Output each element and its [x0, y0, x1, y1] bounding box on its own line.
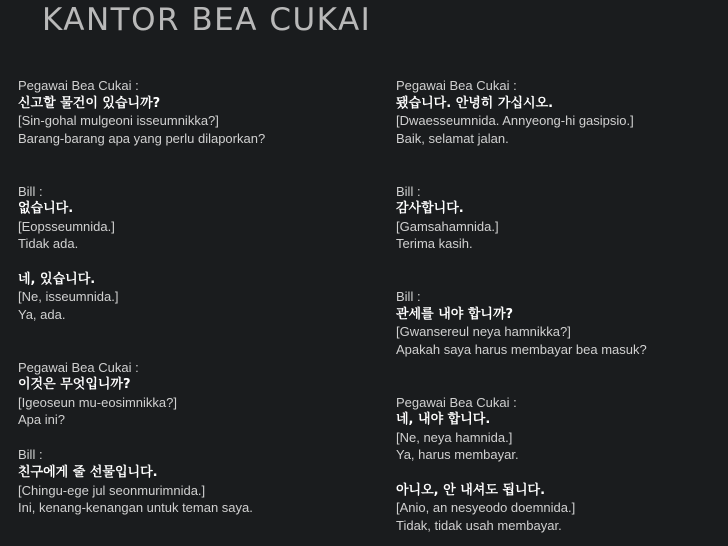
page-title: KANTOR BEA CUKAI — [42, 2, 372, 38]
left-column — [18, 77, 378, 517]
indonesian-translation: Ya, ada. — [18, 306, 66, 322]
dialogue-block — [18, 359, 378, 429]
romanization: [Ne, neya hamnida.] — [396, 429, 513, 445]
indonesian-translation: Apakah saya harus membayar bea masuk? — [396, 341, 647, 357]
dialogue-block — [396, 482, 716, 535]
dialogue-block — [18, 183, 378, 253]
dialogue-block — [396, 394, 716, 464]
speaker-label: Bill : — [18, 447, 43, 463]
korean-phrase: 됐습니다. 안녕히 가십시오. — [396, 95, 554, 111]
dialogue-block — [18, 77, 378, 147]
korean-phrase: 관세를 내야 합니까? — [396, 306, 514, 322]
romanization: [Eopsseumnida.] — [18, 218, 115, 234]
indonesian-translation: Barang-barang apa yang perlu dilaporkan? — [18, 130, 266, 146]
korean-phrase: 감사합니다. — [396, 201, 464, 217]
romanization: [Sin-gohal mulgeoni isseumnikka?] — [18, 113, 219, 129]
speaker-label: Pegawai Bea Cukai : — [396, 78, 517, 93]
indonesian-translation: Tidak ada. — [18, 236, 79, 252]
speaker-label: Bill : — [396, 289, 421, 305]
right-column — [396, 77, 716, 534]
indonesian-translation: Baik, selamat jalan. — [396, 130, 509, 146]
indonesian-translation: Ini, kenang-kenangan untuk teman saya. — [18, 500, 253, 516]
romanization: [Gamsahamnida.] — [396, 218, 499, 234]
korean-phrase: 네, 내야 합니다. — [396, 412, 491, 428]
korean-phrase: 친구에게 줄 선물입니다. — [18, 465, 158, 481]
romanization: [Igeoseun mu-eosimnikka?] — [18, 394, 177, 410]
korean-phrase: 신고할 물건이 있습니까? — [18, 95, 161, 111]
korean-phrase: 이것은 무엇입니까? — [18, 377, 131, 393]
romanization: [Gwansereul neya hamnikka?] — [396, 324, 571, 340]
dialogue-block — [396, 288, 716, 358]
romanization: [Anio, an nesyeodo doemnida.] — [396, 500, 576, 516]
dialogue-block — [18, 271, 378, 324]
indonesian-translation: Ya, harus membayar. — [396, 447, 519, 463]
speaker-label: Pegawai Bea Cukai : — [396, 394, 517, 410]
romanization: [Ne, isseumnida.] — [18, 289, 119, 305]
romanization: [Dwaesseumnida. Annyeong-hi gasipsio.] — [396, 113, 634, 129]
dialogue-block — [396, 183, 716, 253]
speaker-label: Bill : — [396, 183, 421, 199]
dialogue-block — [396, 77, 716, 147]
indonesian-translation: Terima kasih. — [396, 236, 473, 252]
korean-phrase: 없습니다. — [18, 201, 74, 217]
dialogue-block — [18, 446, 378, 516]
indonesian-translation: Apa ini? — [18, 412, 65, 428]
indonesian-translation: Tidak, tidak usah membayar. — [396, 517, 562, 533]
romanization: [Chingu-ege jul seonmurimnida.] — [18, 482, 206, 498]
speaker-label: Bill : — [18, 183, 43, 199]
speaker-label: Pegawai Bea Cukai : — [18, 359, 139, 375]
korean-phrase: 네, 있습니다. — [18, 271, 96, 287]
speaker-label: Pegawai Bea Cukai : — [18, 78, 139, 93]
korean-phrase: 아니오, 안 내셔도 됩니다. — [396, 482, 546, 498]
